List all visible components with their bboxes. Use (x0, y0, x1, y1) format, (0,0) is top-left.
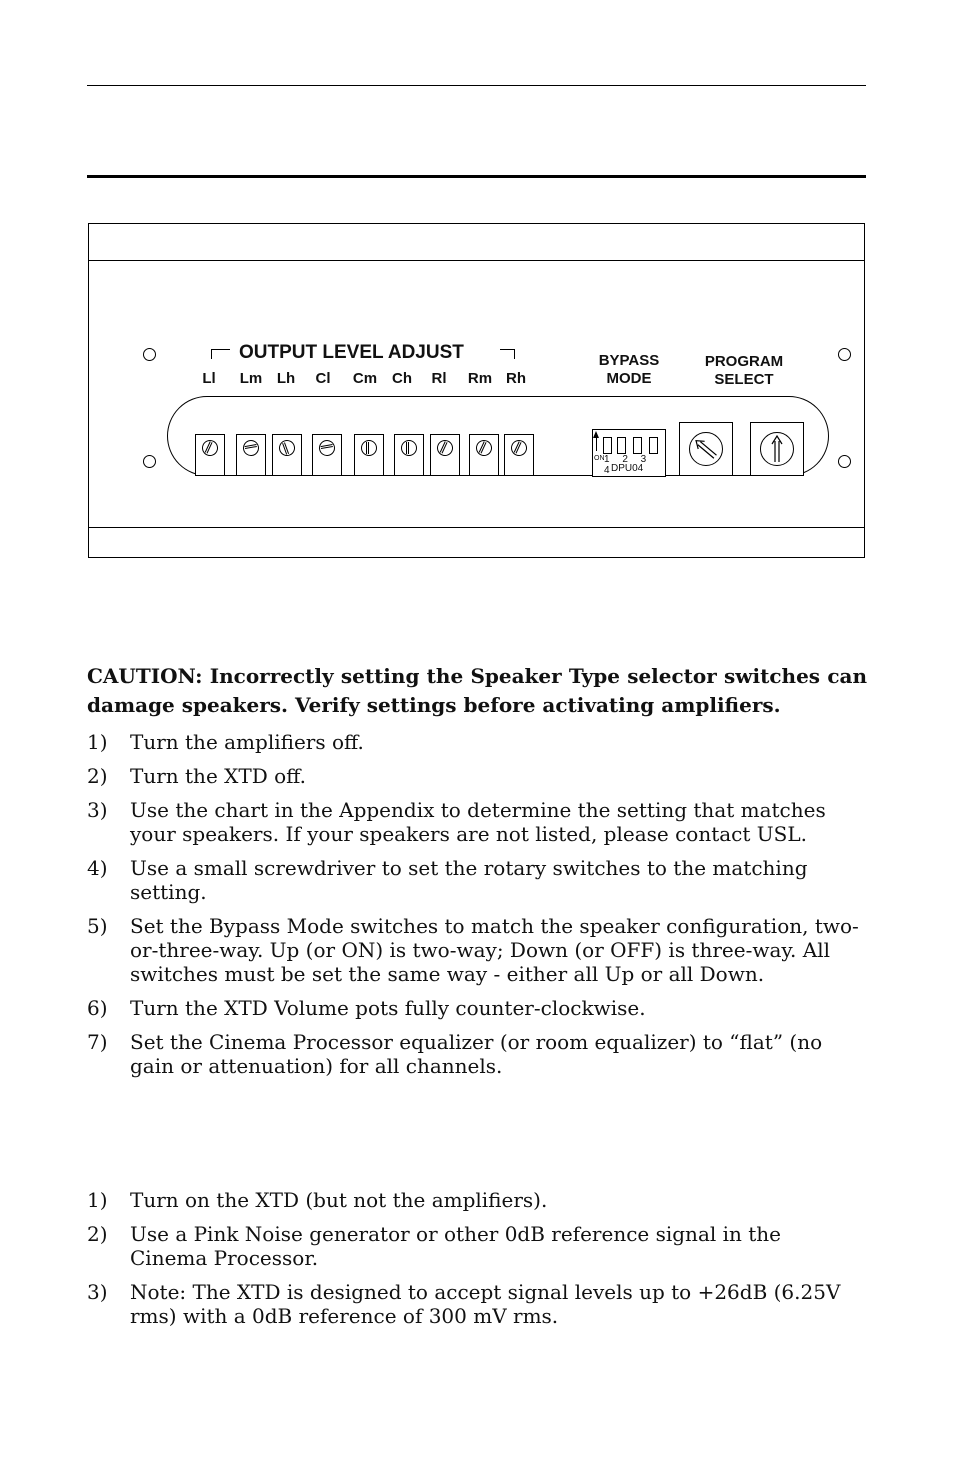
level-pot-lm[interactable] (236, 434, 266, 476)
pot-screw-icon (277, 438, 298, 459)
level-pot-rh[interactable] (504, 434, 534, 476)
output-level-adjust-title: OUTPUT LEVEL ADJUST (239, 342, 464, 363)
step-text: Set the Cinema Processor equalizer (or room equalizer) to “flat” (no gain or attenuation) for all channels. (130, 1030, 823, 1078)
program-rotary-switch-2[interactable] (750, 422, 804, 476)
step-text: Turn the amplifiers off. (130, 730, 364, 754)
step-text: Turn the XTD Volume pots fully counter-clockwise. (130, 996, 646, 1020)
step-text: Use the chart in the Appendix to determine the setting that matches your speakers. If your speakers are not listed, please contact USL. (130, 798, 826, 846)
setup-steps-list (87, 730, 867, 1088)
mounting-hole-icon (838, 455, 851, 468)
channel-label: Lm (239, 370, 263, 387)
bracket-left-icon (211, 349, 230, 359)
list-item (87, 856, 867, 904)
dip-switch-2[interactable] (617, 437, 626, 454)
step-text: Turn on the XTD (but not the amplifiers). (130, 1188, 548, 1212)
channel-label: Rl (431, 370, 447, 387)
step-text: Note: The XTD is designed to accept signal levels up to +26dB (6.25V rms) with a 0dB reference of 300 mV rms. (130, 1280, 841, 1328)
dip-switch-1[interactable] (603, 437, 612, 454)
rear-panel-figure (88, 223, 865, 558)
pot-screw-icon (361, 440, 377, 456)
step-number: 3) (87, 1280, 108, 1304)
step-text: Use a Pink Noise generator or other 0dB reference signal in the Cinema Processor. (130, 1222, 782, 1270)
list-item (87, 1222, 867, 1270)
step-number: 3) (87, 798, 108, 822)
channel-label: Cm (352, 370, 378, 387)
list-item (87, 764, 867, 788)
level-pot-cm[interactable] (354, 434, 384, 476)
list-item (87, 730, 867, 754)
step-text: Use a small screwdriver to set the rotary switches to the matching setting. (130, 856, 808, 904)
step-text: Turn the XTD off. (130, 764, 306, 788)
channel-label: Cl (315, 370, 331, 387)
step-number: 2) (87, 764, 108, 788)
header-rule-thick (87, 175, 866, 178)
step-text: Set the Bypass Mode switches to match the speaker configuration, two-or-three-way. Up (or ON) is two-way; Down (or OFF) is three-way. All switches must be set the same way - either all Up or all Down. (130, 914, 859, 986)
list-item (87, 1188, 867, 1212)
level-pot-cl[interactable] (312, 434, 342, 476)
channel-label: Ch (392, 370, 412, 387)
arrow-up-icon (596, 433, 597, 451)
dip-switch-3[interactable] (633, 437, 642, 454)
bracket-right-icon (500, 349, 515, 359)
dip-on-label: ON (594, 455, 605, 462)
dip-switch-4[interactable] (649, 437, 658, 454)
mounting-hole-icon (838, 348, 851, 361)
list-item (87, 798, 867, 846)
rotary-knob-icon (760, 432, 794, 466)
bypass-label-line: BYPASS (598, 352, 660, 369)
level-pot-lh[interactable] (272, 434, 302, 476)
pot-screw-icon (199, 437, 220, 458)
list-item (87, 996, 867, 1020)
step-number: 2) (87, 1222, 108, 1246)
panel-bottom-band-line (89, 527, 864, 528)
pot-screw-icon (473, 437, 494, 458)
program-label-line: SELECT (714, 371, 774, 388)
step-number: 4) (87, 856, 108, 880)
rotary-pointer-icon (761, 433, 793, 465)
step-number: 6) (87, 996, 108, 1020)
level-steps-list (87, 1188, 867, 1338)
list-item (87, 914, 867, 986)
level-pot-ll[interactable] (195, 434, 225, 476)
step-number: 1) (87, 730, 108, 754)
channel-label: Ll (202, 370, 216, 387)
pot-screw-icon (401, 440, 417, 456)
bypass-mode-label (589, 352, 669, 388)
header-rule-thin (87, 85, 866, 86)
channel-label: Rm (467, 370, 493, 387)
caution-notice: CAUTION: Incorrectly setting the Speaker Type selector switches can damage speakers. Verify settings before activating amplifiers. (87, 664, 867, 717)
pot-screw-icon (434, 437, 455, 458)
step-number: 1) (87, 1188, 108, 1212)
step-number: 5) (87, 914, 108, 938)
level-pot-ch[interactable] (394, 434, 424, 476)
program-select-label (694, 353, 794, 389)
program-rotary-switch-1[interactable] (679, 422, 733, 476)
dip-numbers: 1 2 3 4 (604, 454, 652, 476)
pot-screw-icon (242, 439, 261, 458)
dip-model-label: DPU04 (611, 463, 644, 474)
mounting-hole-icon (143, 348, 156, 361)
bypass-label-line: MODE (606, 370, 652, 387)
bypass-dip-switch[interactable] (592, 429, 666, 477)
program-label-line: PROGRAM (704, 353, 784, 370)
mounting-hole-icon (143, 455, 156, 468)
list-item (87, 1280, 867, 1328)
panel-top-band-line (89, 260, 864, 261)
list-item (87, 1030, 867, 1078)
channel-label: Rh (506, 370, 526, 387)
channel-label: Lh (276, 370, 296, 387)
step-number: 7) (87, 1030, 108, 1054)
pot-screw-icon (508, 437, 529, 458)
rotary-pointer-icon (690, 433, 722, 465)
level-pot-rl[interactable] (430, 434, 460, 476)
rotary-knob-icon (689, 432, 723, 466)
pot-screw-icon (318, 439, 337, 458)
level-pot-rm[interactable] (469, 434, 499, 476)
